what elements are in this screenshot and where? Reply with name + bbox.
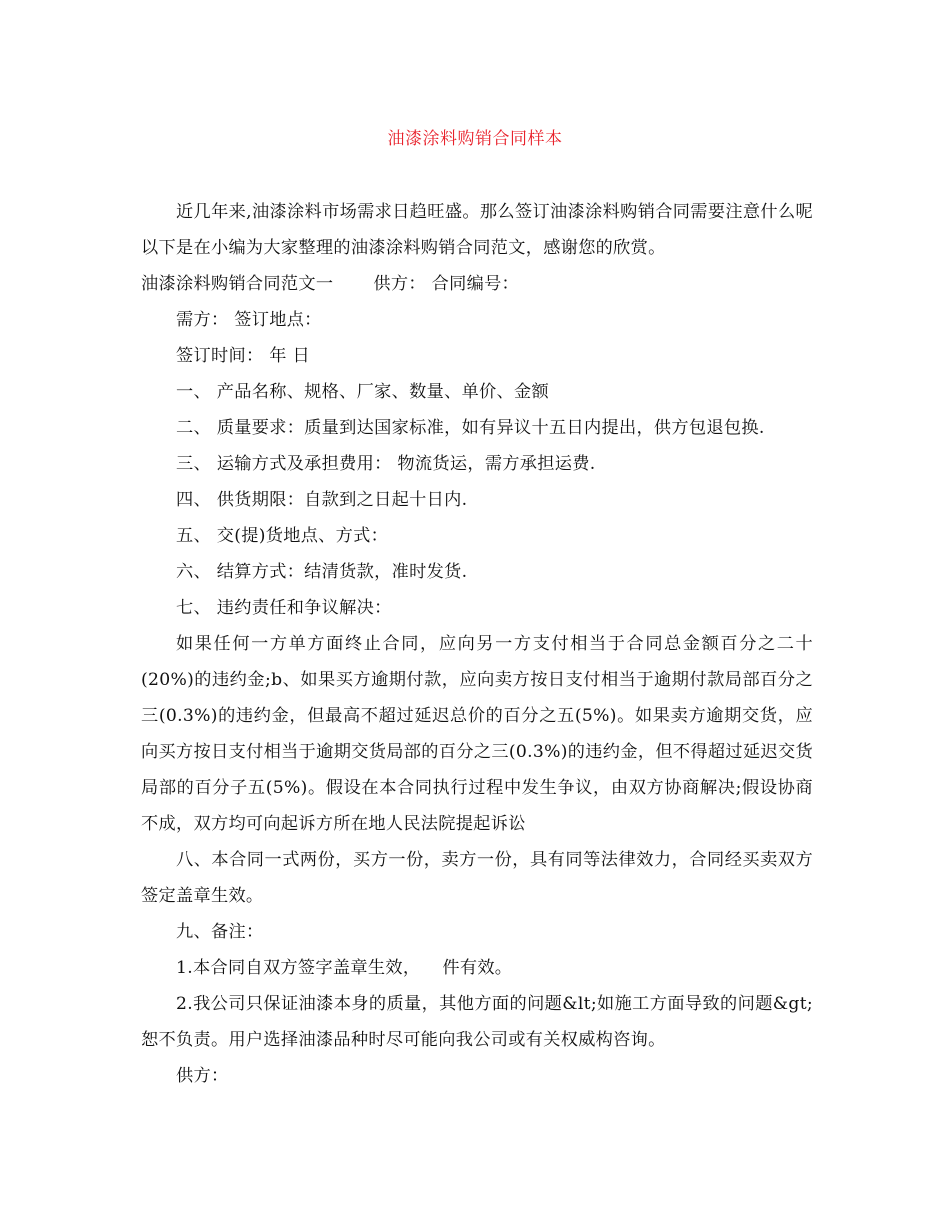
note-1-part-b: 件有效。 [442, 958, 513, 978]
intro-paragraph: 近几年来,油漆涂料市场需求日趋旺盛。那么签订油漆涂料购销合同需要注意什么呢以下是在小编为大家整理的油漆涂料购销合同范文，感谢您的欣赏。 [141, 202, 813, 258]
clause-2: 二、 质量要求：质量到达国家标准，如有异议十五日内提出，供方包退包换. [176, 418, 765, 438]
document-body [141, 194, 813, 1094]
clause-3: 三、 运输方式及承担费用： 物流货运，需方承担运费. [176, 454, 596, 474]
note-1 [141, 950, 813, 986]
date-line: 签订时间： 年 日 [176, 346, 310, 366]
clause-1: 一、 产品名称、规格、厂家、数量、单价、金额 [176, 382, 550, 402]
contract-number-label: 合同编号： [431, 274, 520, 294]
buyer-line: 需方： 签订地点： [176, 310, 322, 330]
clause-8: 八、本合同一式两份，买方一份，卖方一份，具有同等法律效力，合同经买卖双方签定盖章生效。 [141, 850, 813, 906]
sample-heading: 油漆涂料购销合同范文一 [141, 274, 334, 294]
clause-9-heading: 九、备注： [176, 922, 264, 942]
breach-paragraph: 如果任何一方单方面终止合同，应向另一方支付相当于合同总金额百分之二十(20%)的违约金;b、如果买方逾期付款，应向卖方按日支付相当于逾期付款局部百分之三(0.3%)的违约金，但最高不超过延迟总价的百分之五(5%)。如果卖方逾期交货，应向买方按日支付相当于逾期交货局部的百分之三(0.3%)的违约金，但不得超过延迟交货局部的百分子五(5%)。假设在本合同执行过程中发生争议，由双方协商解决;假设协商不成，双方均可向起诉方所在地人民法院提起诉讼 [141, 634, 813, 834]
note-1-part-a: 1.本合同自双方签字盖章生效， [176, 958, 421, 978]
document-title: 油漆涂料购销合同样本 [387, 129, 563, 149]
clause-7: 七、 违约责任和争议解决： [176, 598, 392, 618]
signature-supplier: 供方： [176, 1066, 229, 1086]
sample-header-line [141, 266, 813, 302]
clause-5: 五、 交(提)货地点、方式： [176, 526, 389, 546]
supplier-label: 供方： [373, 274, 426, 294]
clause-4: 四、 供货期限：自款到之日起十日内. [176, 490, 468, 510]
note-2: 2.我公司只保证油漆本身的质量，其他方面的问题&lt;如施工方面导致的问题&gt;恕不负责。用户选择油漆品种时尽可能向我公司或有关权威构咨询。 [141, 994, 813, 1050]
clause-6: 六、 结算方式：结清货款，准时发货. [176, 562, 468, 582]
